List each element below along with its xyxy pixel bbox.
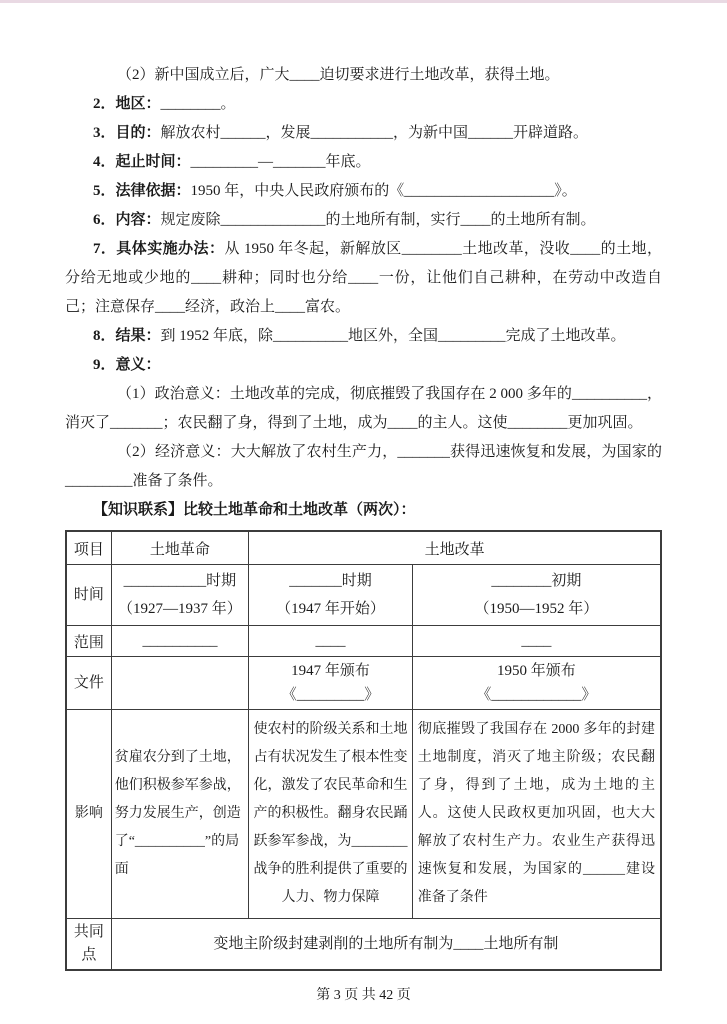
item-text: ________。 bbox=[160, 96, 236, 112]
item-text: _________—_______年底。 bbox=[190, 154, 371, 170]
document-row-label: 文件 bbox=[66, 657, 111, 710]
time-period-blank: ___________时期 bbox=[123, 573, 237, 589]
item-label: 9．意义： bbox=[93, 357, 161, 373]
item-text: 规定废除______________的土地所有制，实行____的土地所有制。 bbox=[160, 212, 596, 228]
item-duration bbox=[65, 148, 662, 177]
knowledge-link-heading bbox=[65, 496, 662, 525]
time-years: （1950—1952 年） bbox=[474, 601, 599, 617]
impact-cell-1947: 使农村的阶级关系和土地占有状况发生了根本性变化，激发了农民革命和生产的积极性。翻身农民踊跃参军参战，为________战争的胜利提供了重要的人力、物力保障 bbox=[249, 710, 413, 919]
document-title-blank: 《_________》 bbox=[281, 687, 380, 703]
scope-blank-reform-1950: ____ bbox=[412, 626, 661, 657]
header-land-revolution: 土地革命 bbox=[111, 531, 248, 565]
time-period-blank: ________初期 bbox=[491, 573, 582, 589]
time-years: （1927—1937 年） bbox=[118, 601, 242, 617]
document-row bbox=[66, 657, 661, 710]
scope-blank-revolution: __________ bbox=[111, 626, 248, 657]
para-background-2 bbox=[65, 61, 662, 90]
para-text: （2）经济意义：大大解放了农村生产力，_______获得迅速恢复和发展，为国家的_________准备了条件。 bbox=[65, 444, 662, 489]
table-header-row bbox=[66, 531, 661, 565]
header-land-reform: 土地改革 bbox=[249, 531, 661, 565]
item-label: 8．结果： bbox=[93, 328, 161, 344]
impact-row-label: 影响 bbox=[66, 710, 111, 919]
para-text: （2）新中国成立后，广大____迫切要求进行土地改革，获得土地。 bbox=[117, 67, 560, 83]
impact-cell-revolution: 贫雇农分到了土地，他们积极参军参战，努力发展生产，创造了“__________”的局面 bbox=[111, 710, 248, 919]
item-region bbox=[65, 90, 662, 119]
item-text: 从 1950 年冬起，新解放区________土地改革，没收____的土地，分给无地或少地的____耕种；同时也分给____一份，让他们自己耕种，在劳动中改造自己；注意保存____经济，政治上____富农。 bbox=[65, 241, 662, 315]
document-cell-revolution bbox=[111, 657, 248, 710]
impact-row bbox=[66, 710, 661, 919]
item-legal-basis bbox=[65, 177, 662, 206]
item-text: 解放农村______，发展___________，为新中国______开辟道路。 bbox=[160, 125, 589, 141]
document-issued-line: 1950 年颁布 bbox=[497, 663, 576, 679]
para-text: （1）政治意义：土地改革的完成，彻底摧毁了我国存在 2 000 多年的__________，消灭了_______；农民翻了身，得到了土地，成为____的主人。这使________更加巩固。 bbox=[65, 386, 662, 431]
common-point-label: 共同点 bbox=[66, 919, 111, 971]
item-text: 1950 年，中央人民政府颁布的《____________________》。 bbox=[190, 183, 577, 199]
page-number: 第 3 页 共 42 页 bbox=[316, 988, 411, 1003]
scope-blank-reform-1947: ____ bbox=[249, 626, 413, 657]
item-result bbox=[65, 322, 662, 351]
time-cell-revolution bbox=[111, 565, 248, 626]
time-cell-reform-1950 bbox=[412, 565, 661, 626]
item-label: 5．法律依据： bbox=[93, 183, 191, 199]
heading-text: 【知识联系】比较土地革命和土地改革（两次）： bbox=[93, 502, 416, 518]
scope-row-label: 范围 bbox=[66, 626, 111, 657]
time-years: （1947 年开始） bbox=[276, 601, 385, 617]
document-cell-1950 bbox=[412, 657, 661, 710]
item-label: 2．地区： bbox=[93, 96, 161, 112]
item-label: 7．具体实施办法： bbox=[93, 241, 225, 257]
comparison-table bbox=[65, 530, 662, 971]
header-project: 项目 bbox=[66, 531, 111, 565]
para-political-significance bbox=[65, 380, 662, 438]
item-label: 4．起止时间： bbox=[93, 154, 191, 170]
worksheet-content bbox=[0, 3, 727, 1004]
time-period-blank: _______时期 bbox=[289, 573, 372, 589]
item-label: 6．内容： bbox=[93, 212, 161, 228]
time-cell-reform-1947 bbox=[249, 565, 413, 626]
item-purpose bbox=[65, 119, 662, 148]
item-content bbox=[65, 206, 662, 235]
scope-row bbox=[66, 626, 661, 657]
impact-cell-1950: 彻底摧毁了我国存在 2000 多年的封建土地制度，消灭了地主阶级；农民翻了身，得到了土地，成为土地的主人。这使人民政权更加巩固，也大大解放了农村生产力。农业生产获得迅速恢复和发展，为国家的______建设准备了条件 bbox=[412, 710, 661, 919]
common-point-row bbox=[66, 919, 661, 971]
common-point-text: 变地主阶级封建剥削的土地所有制为____土地所有制 bbox=[111, 919, 661, 971]
document-issued-line: 1947 年颁布 bbox=[291, 663, 370, 679]
para-economic-significance bbox=[65, 438, 662, 496]
item-significance bbox=[65, 351, 662, 380]
item-label: 3．目的： bbox=[93, 125, 161, 141]
time-row bbox=[66, 565, 661, 626]
document-cell-1947 bbox=[249, 657, 413, 710]
document-title-blank: 《____________》 bbox=[476, 687, 597, 703]
item-implementation bbox=[65, 235, 662, 322]
time-row-label: 时间 bbox=[66, 565, 111, 626]
item-text: 到 1952 年底，除__________地区外，全国_________完成了土地改革。 bbox=[160, 328, 626, 344]
